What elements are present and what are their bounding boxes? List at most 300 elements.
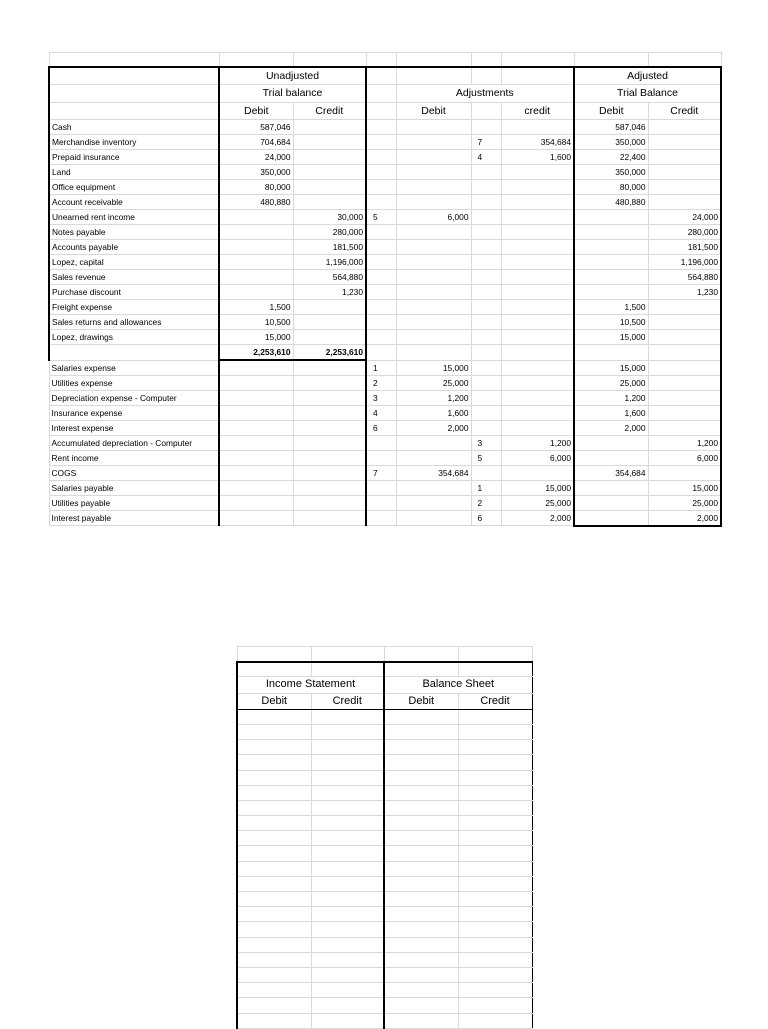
unadjusted-debit bbox=[219, 480, 293, 495]
income-debit bbox=[237, 740, 311, 755]
adjustment-credit-ref: 4 bbox=[471, 150, 501, 165]
unadjusted-credit bbox=[293, 195, 366, 210]
adjustment-credit-ref bbox=[471, 270, 501, 285]
unadjusted-debit: 480,880 bbox=[219, 195, 293, 210]
adjusted-credit bbox=[648, 120, 721, 135]
trial-row bbox=[49, 165, 721, 180]
income-debit bbox=[237, 967, 311, 982]
unadjusted-debit bbox=[219, 270, 293, 285]
adjusted-debit: 80,000 bbox=[574, 180, 648, 195]
account-name: Sales revenue bbox=[49, 270, 219, 285]
income-debit bbox=[237, 846, 311, 861]
unadjusted-debit bbox=[219, 510, 293, 526]
adjusted-debit: 22,400 bbox=[574, 150, 648, 165]
adjustment-debit: 1,200 bbox=[396, 390, 471, 405]
unadjusted-title: Unadjusted bbox=[219, 67, 366, 85]
adjustment-debit bbox=[396, 150, 471, 165]
adjustment-credit bbox=[501, 120, 574, 135]
adjustment-debit-ref bbox=[366, 135, 396, 150]
unadjusted-debit: 10,500 bbox=[219, 315, 293, 330]
balance-credit bbox=[458, 892, 532, 907]
account-name: Interest payable bbox=[49, 510, 219, 526]
header-row-2 bbox=[49, 85, 721, 103]
account-name: Utilities expense bbox=[49, 375, 219, 390]
income-credit bbox=[311, 724, 384, 739]
statements-subheader-row bbox=[237, 693, 532, 709]
unadjusted-subtitle: Trial balance bbox=[219, 85, 366, 103]
adjusted-debit-header: Debit bbox=[574, 102, 648, 120]
worksheet-table bbox=[48, 52, 722, 527]
account-name: Insurance expense bbox=[49, 405, 219, 420]
adjusted-credit bbox=[648, 195, 721, 210]
account-name: Depreciation expense - Computer bbox=[49, 390, 219, 405]
adjustment-debit bbox=[396, 255, 471, 270]
financial-statements-body bbox=[237, 647, 532, 1029]
adjustment-debit-ref: 6 bbox=[366, 420, 396, 435]
income-credit bbox=[311, 740, 384, 755]
adjustment-debit-ref bbox=[366, 225, 396, 240]
adjustment-credit: 354,684 bbox=[501, 135, 574, 150]
adjustment-credit-ref: 5 bbox=[471, 450, 501, 465]
unadjusted-credit bbox=[293, 150, 366, 165]
adjustment-debit-ref: 7 bbox=[366, 465, 396, 480]
adjusted-credit bbox=[648, 375, 721, 390]
balance-debit bbox=[384, 755, 458, 770]
adjustment-debit-ref bbox=[366, 480, 396, 495]
income-debit bbox=[237, 724, 311, 739]
adjustment-debit-ref bbox=[366, 510, 396, 526]
account-name: Land bbox=[49, 165, 219, 180]
statement-row bbox=[237, 709, 532, 724]
adjustment-credit-ref bbox=[471, 300, 501, 315]
unadjusted-debit bbox=[219, 405, 293, 420]
adjustment-credit-ref bbox=[471, 360, 501, 375]
adjusted-credit: 25,000 bbox=[648, 495, 721, 510]
adjustment-credit bbox=[501, 405, 574, 420]
statement-row bbox=[237, 876, 532, 891]
adjustment-row bbox=[49, 465, 721, 480]
adjustment-credit-ref bbox=[471, 390, 501, 405]
trial-row bbox=[49, 285, 721, 300]
balance-credit bbox=[458, 724, 532, 739]
balance-debit bbox=[384, 816, 458, 831]
adjusted-credit bbox=[648, 330, 721, 345]
trial-row bbox=[49, 300, 721, 315]
adjustment-debit-ref bbox=[366, 435, 396, 450]
unadjusted-debit: 1,500 bbox=[219, 300, 293, 315]
header-row-3 bbox=[49, 102, 721, 120]
header-row-1 bbox=[49, 67, 721, 85]
adjustment-debit bbox=[396, 240, 471, 255]
balance-credit bbox=[458, 876, 532, 891]
income-debit bbox=[237, 785, 311, 800]
adjustment-credit bbox=[501, 165, 574, 180]
adjusted-credit: 1,196,000 bbox=[648, 255, 721, 270]
adjusted-subtitle: Trial Balance bbox=[574, 85, 721, 103]
income-credit bbox=[311, 755, 384, 770]
adjustment-debit-ref bbox=[366, 315, 396, 330]
adjusted-debit bbox=[574, 495, 648, 510]
adjustment-credit bbox=[501, 225, 574, 240]
trial-row bbox=[49, 210, 721, 225]
balance-debit bbox=[384, 922, 458, 937]
income-credit bbox=[311, 892, 384, 907]
balance-credit bbox=[458, 770, 532, 785]
adjustment-debit: 25,000 bbox=[396, 375, 471, 390]
income-credit bbox=[311, 816, 384, 831]
balance-credit bbox=[458, 861, 532, 876]
adjusted-credit: 2,000 bbox=[648, 510, 721, 526]
balance-debit-header: Debit bbox=[384, 693, 458, 709]
account-name: Cash bbox=[49, 120, 219, 135]
balance-credit bbox=[458, 1013, 532, 1028]
trial-row bbox=[49, 240, 721, 255]
unadjusted-credit-total: 2,253,610 bbox=[293, 345, 366, 361]
income-debit bbox=[237, 816, 311, 831]
adjustment-debit: 1,600 bbox=[396, 405, 471, 420]
adjusted-debit bbox=[574, 435, 648, 450]
income-debit bbox=[237, 907, 311, 922]
adjustment-credit-ref bbox=[471, 405, 501, 420]
income-credit bbox=[311, 937, 384, 952]
adjustment-debit bbox=[396, 300, 471, 315]
unadjusted-debit bbox=[219, 420, 293, 435]
adjustment-credit-ref: 1 bbox=[471, 480, 501, 495]
adjustment-credit bbox=[501, 420, 574, 435]
account-name: Merchandise inventory bbox=[49, 135, 219, 150]
account-name: Lopez, capital bbox=[49, 255, 219, 270]
totals-row bbox=[49, 345, 721, 361]
adjustment-debit-ref bbox=[366, 330, 396, 345]
balance-debit bbox=[384, 1013, 458, 1028]
income-credit bbox=[311, 967, 384, 982]
statement-row bbox=[237, 785, 532, 800]
income-credit bbox=[311, 998, 384, 1013]
adjusted-credit: 564,880 bbox=[648, 270, 721, 285]
unadjusted-debit: 704,684 bbox=[219, 135, 293, 150]
cell bbox=[574, 345, 648, 361]
statement-row bbox=[237, 800, 532, 815]
unadjusted-credit: 1,230 bbox=[293, 285, 366, 300]
adjusted-debit: 2,000 bbox=[574, 420, 648, 435]
adjustment-debit: 2,000 bbox=[396, 420, 471, 435]
cell bbox=[648, 345, 721, 361]
adjustment-row bbox=[49, 435, 721, 450]
statement-row bbox=[237, 998, 532, 1013]
balance-debit bbox=[384, 831, 458, 846]
income-debit-header: Debit bbox=[237, 693, 311, 709]
statement-row bbox=[237, 937, 532, 952]
unadjusted-debit bbox=[219, 495, 293, 510]
cell bbox=[501, 345, 574, 361]
adjustment-credit: 1,600 bbox=[501, 150, 574, 165]
income-debit bbox=[237, 709, 311, 724]
adjustment-debit bbox=[396, 495, 471, 510]
adjusted-debit bbox=[574, 510, 648, 526]
statement-row bbox=[237, 861, 532, 876]
adjustment-credit-ref bbox=[471, 375, 501, 390]
adjustment-credit-ref bbox=[471, 315, 501, 330]
adjusted-debit: 1,500 bbox=[574, 300, 648, 315]
adjusted-debit: 1,600 bbox=[574, 405, 648, 420]
income-credit bbox=[311, 1013, 384, 1028]
income-debit bbox=[237, 755, 311, 770]
adjusted-debit: 10,500 bbox=[574, 315, 648, 330]
income-debit bbox=[237, 861, 311, 876]
adjustment-debit bbox=[396, 120, 471, 135]
adjustment-credit bbox=[501, 360, 574, 375]
unadjusted-debit: 15,000 bbox=[219, 330, 293, 345]
unadjusted-credit bbox=[293, 360, 366, 375]
adjusted-credit bbox=[648, 360, 721, 375]
income-debit bbox=[237, 998, 311, 1013]
unadjusted-credit bbox=[293, 435, 366, 450]
income-credit bbox=[311, 983, 384, 998]
adjusted-debit bbox=[574, 225, 648, 240]
balance-credit bbox=[458, 937, 532, 952]
adjustment-debit-ref bbox=[366, 195, 396, 210]
balance-debit bbox=[384, 861, 458, 876]
adjustment-credit: 25,000 bbox=[501, 495, 574, 510]
balance-debit bbox=[384, 952, 458, 967]
balance-credit bbox=[458, 785, 532, 800]
unadjusted-credit: 181,500 bbox=[293, 240, 366, 255]
adjustment-credit: 15,000 bbox=[501, 480, 574, 495]
trial-row bbox=[49, 315, 721, 330]
income-credit bbox=[311, 846, 384, 861]
adjustment-debit: 6,000 bbox=[396, 210, 471, 225]
adjusted-debit: 15,000 bbox=[574, 330, 648, 345]
unadjusted-debit bbox=[219, 360, 293, 375]
account-name: COGS bbox=[49, 465, 219, 480]
adjustment-debit bbox=[396, 285, 471, 300]
adjustment-credit-ref bbox=[471, 210, 501, 225]
unadjusted-credit bbox=[293, 510, 366, 526]
income-credit-header: Credit bbox=[311, 693, 384, 709]
adjustment-debit-ref: 2 bbox=[366, 375, 396, 390]
worksheet-body bbox=[49, 53, 721, 526]
statement-row bbox=[237, 831, 532, 846]
cell bbox=[366, 345, 396, 361]
account-name: Notes payable bbox=[49, 225, 219, 240]
unadjusted-credit bbox=[293, 315, 366, 330]
unadjusted-debit bbox=[219, 225, 293, 240]
adjustment-row bbox=[49, 495, 721, 510]
income-credit bbox=[311, 785, 384, 800]
adjustment-debit-ref: 3 bbox=[366, 390, 396, 405]
adjustment-row bbox=[49, 405, 721, 420]
adjusted-debit: 354,684 bbox=[574, 465, 648, 480]
trial-row bbox=[49, 225, 721, 240]
adjustment-debit bbox=[396, 330, 471, 345]
unadjusted-credit-header: Credit bbox=[293, 102, 366, 120]
adjustment-credit: 2,000 bbox=[501, 510, 574, 526]
adjustment-credit bbox=[501, 390, 574, 405]
income-debit bbox=[237, 800, 311, 815]
account-name: Freight expense bbox=[49, 300, 219, 315]
adjustment-credit bbox=[501, 195, 574, 210]
unadjusted-credit bbox=[293, 135, 366, 150]
adjustment-credit bbox=[501, 465, 574, 480]
adjustment-debit-ref: 4 bbox=[366, 405, 396, 420]
totals-label bbox=[49, 345, 219, 361]
unadjusted-credit bbox=[293, 390, 366, 405]
adjustment-row bbox=[49, 375, 721, 390]
adjustment-credit-ref bbox=[471, 180, 501, 195]
adjusted-credit-header: Credit bbox=[648, 102, 721, 120]
statement-row bbox=[237, 846, 532, 861]
unadjusted-credit bbox=[293, 300, 366, 315]
income-debit bbox=[237, 983, 311, 998]
income-credit bbox=[311, 709, 384, 724]
unadjusted-debit bbox=[219, 375, 293, 390]
adjusted-credit bbox=[648, 180, 721, 195]
statement-row bbox=[237, 770, 532, 785]
adjustment-credit-ref bbox=[471, 120, 501, 135]
income-statement-title: Income Statement bbox=[237, 677, 384, 693]
balance-debit bbox=[384, 709, 458, 724]
adjustment-credit bbox=[501, 375, 574, 390]
unadjusted-debit bbox=[219, 465, 293, 480]
balance-debit bbox=[384, 846, 458, 861]
balance-debit bbox=[384, 937, 458, 952]
adjustment-debit-ref bbox=[366, 300, 396, 315]
adjustment-debit bbox=[396, 195, 471, 210]
adjusted-debit: 15,000 bbox=[574, 360, 648, 375]
unadjusted-credit bbox=[293, 495, 366, 510]
unadjusted-debit: 350,000 bbox=[219, 165, 293, 180]
adjustment-debit-ref bbox=[366, 240, 396, 255]
balance-debit bbox=[384, 800, 458, 815]
balance-credit bbox=[458, 998, 532, 1013]
trial-row bbox=[49, 180, 721, 195]
trial-row bbox=[49, 195, 721, 210]
statement-row bbox=[237, 967, 532, 982]
income-credit bbox=[311, 800, 384, 815]
balance-debit bbox=[384, 998, 458, 1013]
unadjusted-debit: 587,046 bbox=[219, 120, 293, 135]
trial-row bbox=[49, 270, 721, 285]
statement-row bbox=[237, 892, 532, 907]
statement-row bbox=[237, 816, 532, 831]
adjusted-debit: 480,880 bbox=[574, 195, 648, 210]
adjustment-debit-ref bbox=[366, 180, 396, 195]
unadjusted-debit bbox=[219, 435, 293, 450]
adjustment-credit bbox=[501, 240, 574, 255]
unadjusted-debit-header: Debit bbox=[219, 102, 293, 120]
adjusted-credit: 1,230 bbox=[648, 285, 721, 300]
income-credit bbox=[311, 861, 384, 876]
balance-debit bbox=[384, 770, 458, 785]
adjustment-debit-ref bbox=[366, 150, 396, 165]
account-name: Lopez, drawings bbox=[49, 330, 219, 345]
adjusted-debit bbox=[574, 210, 648, 225]
income-debit bbox=[237, 831, 311, 846]
account-name: Sales returns and allowances bbox=[49, 315, 219, 330]
income-credit bbox=[311, 770, 384, 785]
adjustment-debit-ref bbox=[366, 120, 396, 135]
adjustments-title: Adjustments bbox=[396, 85, 574, 103]
unadjusted-credit bbox=[293, 180, 366, 195]
unadjusted-debit bbox=[219, 240, 293, 255]
unadjusted-credit bbox=[293, 405, 366, 420]
balance-credit bbox=[458, 709, 532, 724]
adjustment-credit-ref: 7 bbox=[471, 135, 501, 150]
account-name: Purchase discount bbox=[49, 285, 219, 300]
unadjusted-debit-total: 2,253,610 bbox=[219, 345, 293, 361]
account-name: Salaries expense bbox=[49, 360, 219, 375]
account-name: Prepaid insurance bbox=[49, 150, 219, 165]
income-debit bbox=[237, 876, 311, 891]
adjustment-credit-ref bbox=[471, 225, 501, 240]
adjustment-credit bbox=[501, 285, 574, 300]
balance-credit bbox=[458, 740, 532, 755]
statement-row bbox=[237, 983, 532, 998]
unadjusted-debit bbox=[219, 255, 293, 270]
unadjusted-debit: 24,000 bbox=[219, 150, 293, 165]
adjustment-credit-ref bbox=[471, 165, 501, 180]
unadjusted-credit bbox=[293, 375, 366, 390]
adjusted-credit bbox=[648, 135, 721, 150]
adjusted-debit bbox=[574, 240, 648, 255]
adjusted-credit bbox=[648, 420, 721, 435]
adjusted-debit bbox=[574, 270, 648, 285]
account-name: Accounts payable bbox=[49, 240, 219, 255]
income-credit bbox=[311, 876, 384, 891]
adjustment-debit bbox=[396, 180, 471, 195]
adjustment-row bbox=[49, 480, 721, 495]
adjusted-debit bbox=[574, 285, 648, 300]
adjusted-debit bbox=[574, 255, 648, 270]
account-name: Accumulated depreciation - Computer bbox=[49, 435, 219, 450]
balance-credit bbox=[458, 983, 532, 998]
statement-row bbox=[237, 740, 532, 755]
adjusted-credit bbox=[648, 315, 721, 330]
adjusted-debit bbox=[574, 480, 648, 495]
balance-credit bbox=[458, 952, 532, 967]
balance-credit bbox=[458, 816, 532, 831]
adjustment-row bbox=[49, 360, 721, 375]
adjusted-credit bbox=[648, 150, 721, 165]
adjustment-debit bbox=[396, 315, 471, 330]
trial-row bbox=[49, 330, 721, 345]
adjustment-debit bbox=[396, 165, 471, 180]
balance-credit bbox=[458, 831, 532, 846]
adjustment-debit-ref bbox=[366, 255, 396, 270]
unadjusted-credit bbox=[293, 165, 366, 180]
adjustment-credit bbox=[501, 330, 574, 345]
adjustment-debit-ref: 5 bbox=[366, 210, 396, 225]
trial-row bbox=[49, 120, 721, 135]
income-debit bbox=[237, 952, 311, 967]
unadjusted-credit bbox=[293, 480, 366, 495]
adjustment-debit-ref: 1 bbox=[366, 360, 396, 375]
income-credit bbox=[311, 952, 384, 967]
account-name: Utilities payable bbox=[49, 495, 219, 510]
adjustment-debit bbox=[396, 510, 471, 526]
unadjusted-debit bbox=[219, 285, 293, 300]
statement-row bbox=[237, 1013, 532, 1028]
income-credit bbox=[311, 922, 384, 937]
statements-title-row bbox=[237, 677, 532, 693]
balance-credit bbox=[458, 846, 532, 861]
adjustment-credit bbox=[501, 180, 574, 195]
adjustment-debit bbox=[396, 450, 471, 465]
adjustment-row bbox=[49, 420, 721, 435]
adjustment-row bbox=[49, 390, 721, 405]
adjustment-debit-ref bbox=[366, 270, 396, 285]
statement-row bbox=[237, 755, 532, 770]
